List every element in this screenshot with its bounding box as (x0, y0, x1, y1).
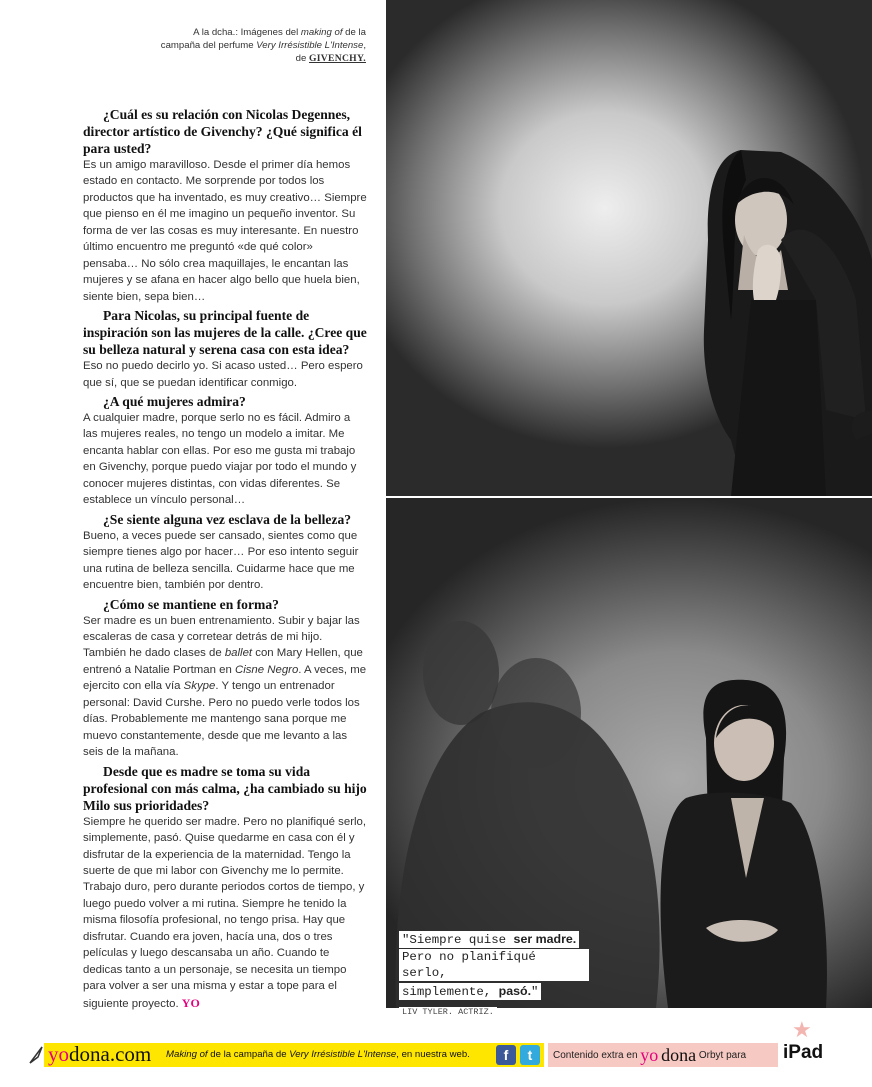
pull-quote-line-2: Pero no planifiqué serlo, (399, 949, 589, 981)
question-5: ¿Cómo se mantiene en forma? (103, 596, 279, 612)
photo-caption: A la dcha.: Imágenes del making of de la campaña del perfume Very Irrésistible L'Intense, de GIVENCHY. (160, 27, 366, 64)
yodona-site-link[interactable]: yodona.com (48, 1042, 152, 1066)
woman-laughing-illustration (386, 0, 872, 496)
twitter-icon[interactable]: t (520, 1045, 540, 1065)
pull-quote-credit: LIV TYLER. ACTRIZ. (399, 1007, 497, 1018)
promo-text: Making of de la campaña de Very Irrésistible L'Intense, en nuestra web. (166, 1049, 470, 1060)
pull-quote-line-1: "Siempre quise ser madre. (399, 931, 579, 948)
ipad-label: iPad (783, 1042, 824, 1063)
answer-6: Siempre he querido ser madre. Pero no planifiqué serlo, simplemente, pasó. Quise quedarme en casa con él y disfrutar de la experiencia de la maternidad. Tengo la suerte de que mi labor con Givenchy me lo permite. Trabajo duro, pero durante periodos cortos de tiempo, y luego puedo volver a mi rutina. Siempre he tenido la misma filosofía profesional, no tengo prisa. Hay que disfrutar. Cuando era joven, hacía una, dos o tres películas y luego descansaba un año. Cuando te dedicas tanto a un personaje, se necesita un tiempo para volver a ser una misma y estar a tope para el siguiente proyecto. YO (83, 815, 367, 1010)
yo-end-mark: YO (181, 995, 200, 1010)
question-2: Para Nicolas, su principal fuente de inspiración son las mujeres de la calle. ¿Cree que su belleza natural y serena casa con esta idea? (83, 308, 367, 358)
cursor-arrow-icon (28, 1045, 44, 1065)
answer-3: A cualquier madre, porque serlo no es fácil. Admiro a las mujeres reales, no tengo un modelo a imitar. Me encanta hablar con ellas. Por eso me gusta mi trabajo en Givenchy, porque puedo viajar por todo el mundo y conocer mujeres distintas, con vidas diferentes. Se establece un vínculo personal… (83, 411, 357, 507)
pull-quote (399, 930, 589, 1019)
answer-4: Bueno, a veces puede ser cansado, sientes como que siempre tienes algo por hacer… Por eso intento seguir una rutina de belleza sencilla. Cuidarme hace que me encuentre bien, también por dentro. (83, 529, 359, 592)
answer-5: Ser madre es un buen entrenamiento. Subir y bajar las escaleras de casa y corretear detrás de mi hijo. También he dado clases de ballet con Mary Hellen, que entrenó a Natalie Portman en Cisne Negro. A veces, me ejercito con ella vía Skype. Y tengo un entrenador personal: David Curshe. Pero no puedo verle todos los días. Probablemente me mantengo sana porque me muevo constantemente, desde que me levanto a las seis de la mañana. (83, 614, 367, 759)
interview-article (83, 106, 367, 1014)
pull-quote-line-3: simplemente, pasó." (399, 983, 541, 1000)
givenchy-brand: GIVENCHY. (309, 53, 366, 64)
answer-2: Eso no puedo decirlo yo. Si acaso usted… Pero espero que sí, que se puedan identificar conmigo. (83, 360, 363, 389)
question-1: ¿Cuál es su relación con Nicolas Degennes, director artístico de Givenchy? ¿Qué significa él para usted? (83, 107, 362, 156)
extra-content-text: Contenido extra en yo dona Orbyt para (553, 1045, 747, 1065)
photo-top-portrait (386, 0, 872, 496)
question-6: Desde que es madre se toma su vida profesional con más calma, ¿ha cambiado su hijo Milo sus prioridades? (83, 763, 367, 813)
question-3: ¿A qué mujeres admira? (103, 393, 246, 409)
answer-1: Es un amigo maravilloso. Desde el primer día hemos estado en contacto. Me sorprende por todos los productos que ha inventado, es muy creativo… Siempre que pienso en él me imagino un pequeño inventor. Su forma de ver las cosas es muy interesante. En nuestro último encuentro me preguntó «de qué color» pensaba… No sólo crea maquillajes, le encantan las mujeres y se afana en hacer algo bello que huela bien, siente bien, sepa bien… (83, 159, 367, 303)
page-footer (0, 1017, 872, 1087)
star-icon: ★ (792, 1017, 812, 1042)
facebook-icon[interactable]: f (496, 1045, 516, 1065)
question-4: ¿Se siente alguna vez esclava de la belleza? (103, 511, 352, 527)
